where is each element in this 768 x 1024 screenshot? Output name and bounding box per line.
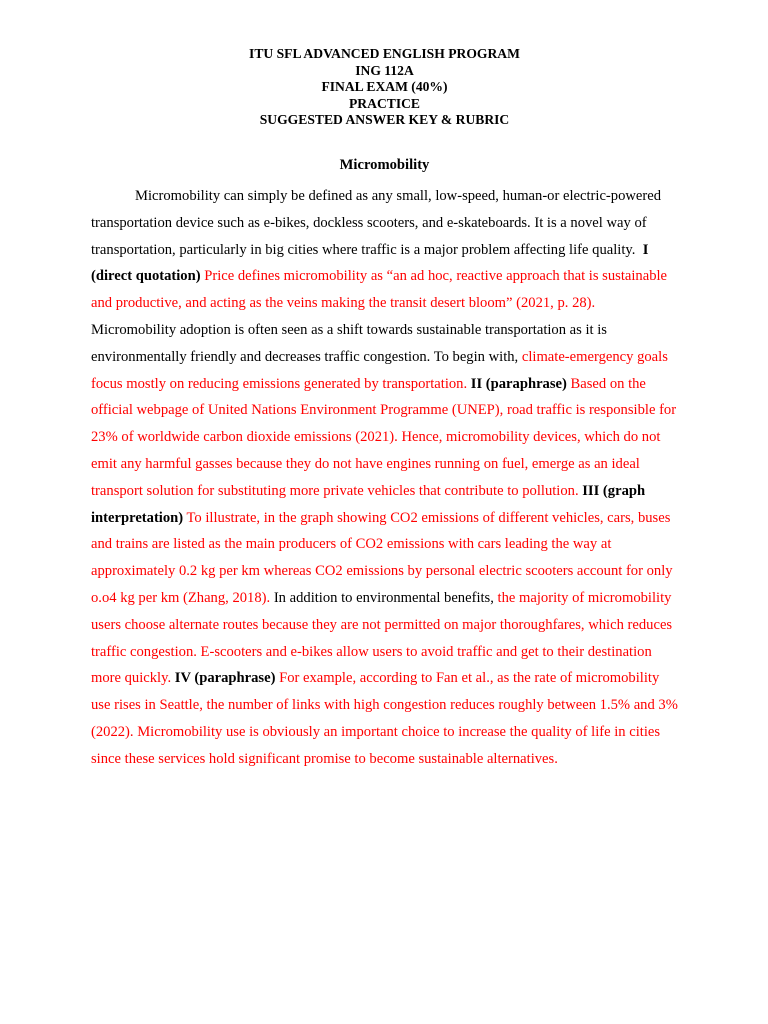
essay-title: Micromobility	[339, 156, 430, 173]
transition-sentence: Micromobility adoption is often seen as a shift towards sustainable transportation as it is environmentally friendly and decreases traffic congestion. To begin with,	[91, 321, 607, 365]
exam-type: PRACTICE	[349, 95, 420, 111]
exam-title: FINAL EXAM (40%)	[321, 79, 448, 95]
paraphrase-text-2: For example, according to Fan et al., as the rate of micromobility use rises in Seattle, the number of links with high congestion reduces roughly between 1.5% and 3% (2022). Micromobility use is obviously an important choice to increase the quality of life in cities since these services hold significant promise to become sustainable alternatives.	[91, 670, 678, 767]
rubric-label-graph-interpretation: III (graph interpretation)	[91, 482, 646, 526]
course-code: ING 112A	[355, 62, 414, 78]
document-header	[91, 46, 678, 129]
rubric-label-direct-quotation: I (direct quotation)	[91, 241, 649, 285]
rubric-label-paraphrase-2: IV (paraphrase)	[174, 670, 276, 687]
paraphrase-text-1: Based on the official webpage of United Nations Environment Programme (UNEP), road traffic is responsible for 23% of worldwide carbon dioxide emissions (2021). Hence, micromobility devices, which do not emit any harmful gasses because they do not have engines running on fuel, emerge as an ideal transport solution for substituting more private vehicles that contribute to pollution.	[91, 375, 677, 499]
rubric-label-paraphrase-1: II (paraphrase)	[470, 375, 567, 392]
document-subtitle: SUGGESTED ANSWER KEY & RUBRIC	[259, 112, 510, 128]
supporting-point-congestion: the majority of micromobility users choose alternate routes because they are not permitted on major thoroughfares, which reduces traffic congestion. E-scooters and e-bikes allow users to avoid traffic and get to their destination more quickly.	[91, 589, 673, 687]
program-name: ITU SFL ADVANCED ENGLISH PROGRAM	[249, 46, 520, 61]
transition-environmental: In addition to environmental benefits,	[273, 589, 494, 606]
supporting-point-emissions: climate-emergency goals focus mostly on reducing emissions generated by transportation.	[91, 348, 668, 392]
direct-quotation-text: Price defines micromobility as “an ad hoc, reactive approach that is sustainable and productive, and acting as the veins making the transit desert bloom” (2021, p. 28).	[91, 268, 668, 312]
intro-sentence: Micromobility can simply be defined as any small, low-speed, human-or electric-powered transportation device such as e-bikes, dockless scooters, and e-skateboards. It is a novel way of transportation, particularly in big cities where traffic is a major problem affecting life quality.	[91, 187, 662, 258]
graph-interpretation-text: To illustrate, in the graph showing CO2 emissions of different vehicles, cars, buses and trains are listed as the main producers of CO2 emissions with cars leading the way at approximately 0.2 kg per km whereas CO2 emissions by personal electric scooters account for only o.o4 kg per km (Zhang, 2018).	[91, 509, 673, 606]
essay-paragraph	[91, 183, 678, 773]
